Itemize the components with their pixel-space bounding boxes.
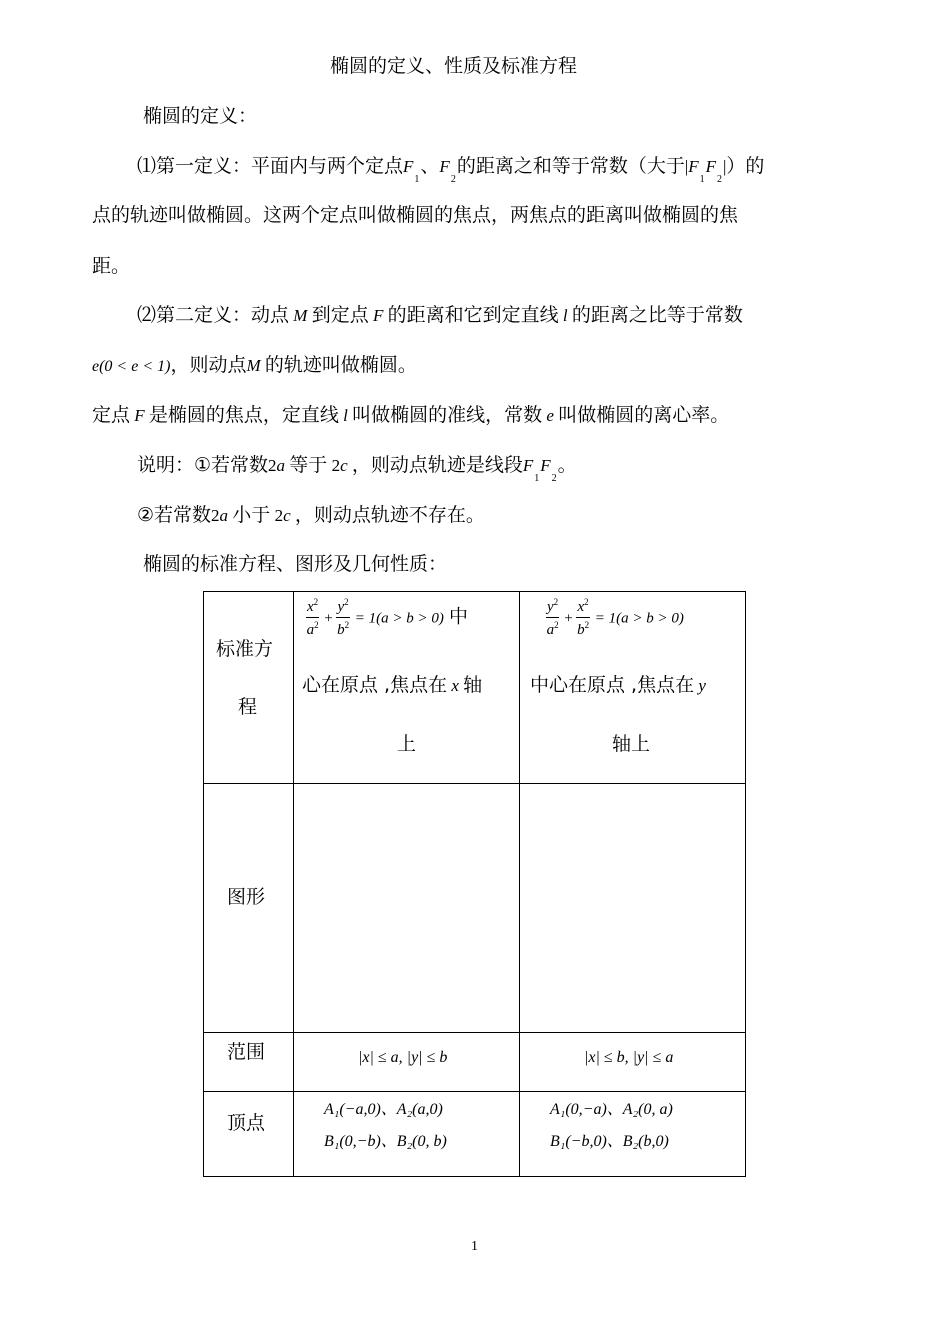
definition-2-line1: ⑵第二定义：动点 M 到定点 F 的距离和它到定直线 l 的距离之比等于常数 — [137, 304, 743, 326]
definition-1-line1: ⑴第一定义：平面内与两个定点$F_1$、$F_2$的距离之和等于常数（大于$|F_1F_2|$）的 — [137, 155, 765, 185]
cell-graph-y-axis — [519, 783, 746, 1033]
definition-1-line2: 点的轨迹叫做椭圆。这两个定点叫做椭圆的焦点，两焦点的距离叫做椭圆的焦 — [92, 204, 739, 226]
note-2: ②若常数2a 小于 2c ，则动点轨迹不存在。 — [137, 504, 485, 526]
cell-graph-x-axis — [293, 783, 520, 1033]
cell-range-x-axis: |x| ≤ a, |y| ≤ b — [293, 1032, 520, 1092]
section-heading-properties: 椭圆的标准方程、图形及几何性质： — [143, 553, 448, 575]
definition-2-line2: e(0 < e < 1)，则动点M 的轨迹叫做椭圆。 — [92, 354, 417, 376]
cell-range-y-axis: |x| ≤ b, |y| ≤ a — [519, 1032, 746, 1092]
ellipse-properties-table — [203, 591, 746, 1177]
row-header-vertices: 顶点 — [203, 1091, 294, 1177]
cell-equation-y-axis: $\frac{y^2}{a^2}$ + $\frac{x^2}{b^2}$ = 1(a > b > 0) 中心在原点 ,焦点在 y 轴上 — [519, 591, 746, 784]
note-1: 说明：①若常数2a 等于 2c ，则动点轨迹是线段$F_1F_2$。 — [137, 454, 577, 484]
row-header-range: 范围 — [203, 1032, 294, 1092]
definition-1-line3: 距。 — [92, 255, 131, 277]
definition-3: 定点 F 是椭圆的焦点，定直线 l 叫做椭圆的准线，常数 e 叫做椭圆的离心率。 — [92, 404, 730, 426]
page-title: 椭圆的定义、性质及标准方程 — [330, 55, 578, 77]
row-header-graph: 图形 — [203, 783, 294, 1033]
section-heading-definition: 椭圆的定义： — [143, 105, 258, 127]
cell-equation-x-axis: $\frac{x^2}{a^2}$ + $\frac{y^2}{b^2}$ = 1(a > b > 0) 中 心在原点 ,焦点在 x 轴 上 — [293, 591, 520, 784]
cell-vertices-y-axis: A₁(0,−a)、A₂(0, a) B₁(−b,0)、B₂(b,0) — [519, 1091, 746, 1177]
row-header-equation: 标准方 程 — [203, 591, 294, 784]
page-number: 1 — [471, 1239, 478, 1254]
cell-vertices-x-axis: A₁(−a,0)、A₂(a,0) B₁(0,−b)、B₂(0, b) — [293, 1091, 520, 1177]
